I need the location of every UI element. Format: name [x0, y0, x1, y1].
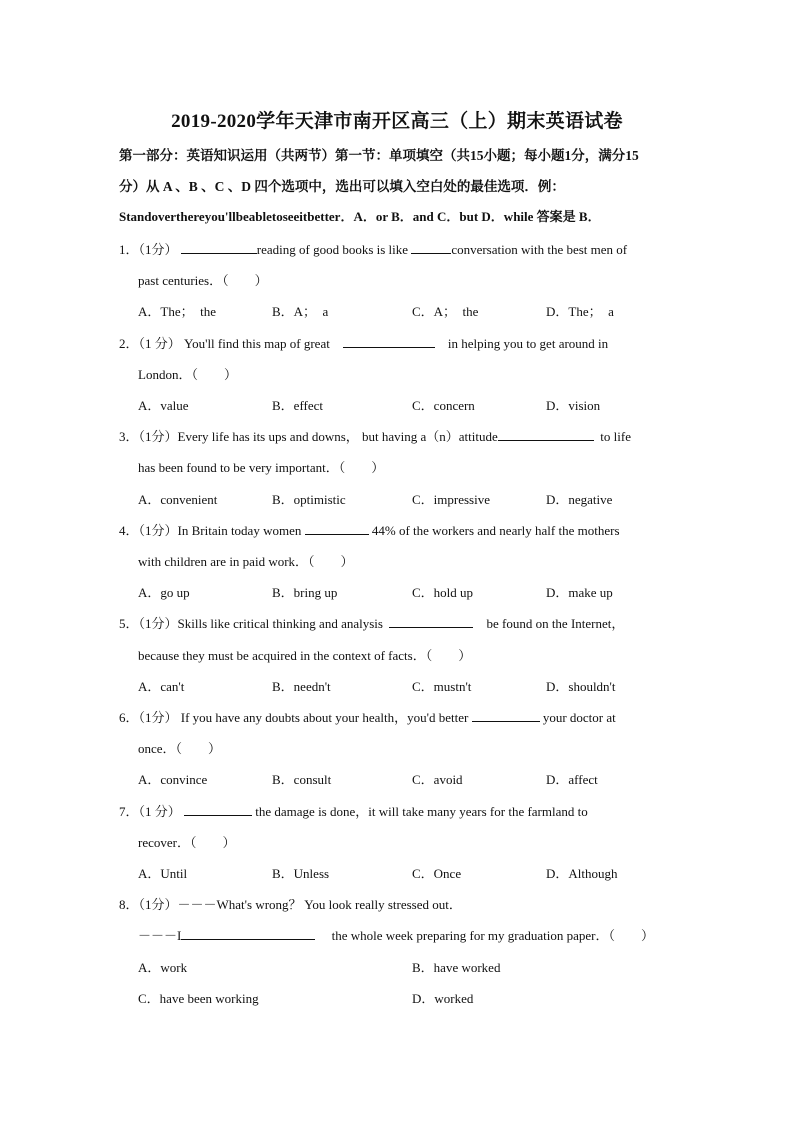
option-b[interactable]: B．Unless: [272, 866, 330, 881]
option-c[interactable]: C．hold up: [412, 585, 474, 600]
option-c[interactable]: C．A； the: [412, 304, 479, 319]
section-instructions-line-2: 分）从 A 、B 、C 、D 四个选项中，选出可以填入空白处的最佳选项．例：: [119, 179, 565, 194]
section-instructions-example: Standoverthereyou'llbeabletoseeitbetter．A．or B．and C．but D．while 答案是 B．: [119, 209, 601, 224]
answer-blank: [389, 615, 473, 628]
question-number: 3．（1分）: [119, 429, 178, 444]
question-2-continued: London．（ ）: [138, 367, 237, 382]
option-a[interactable]: A．The； the: [138, 304, 216, 319]
question-number: 4．（1分）: [119, 523, 178, 538]
question-text: －－－What's wrong？ You look really stressed out．: [177, 897, 462, 912]
dialogue-prefix: －－－I: [138, 928, 182, 943]
question-text: 44% of the workers and nearly half the mothers: [371, 523, 620, 538]
question-7-continued: recover．（ ）: [138, 835, 236, 850]
option-a[interactable]: A．can't: [138, 679, 185, 694]
question-text: You'll find this map of great: [184, 336, 330, 351]
answer-blank: [305, 522, 369, 535]
option-c[interactable]: C．Once: [412, 866, 462, 881]
question-text: If you have any doubts about your health，you'd better: [180, 710, 469, 725]
question-text: Skills like critical thinking and analysis: [177, 616, 383, 631]
option-d[interactable]: D．shouldn't: [546, 679, 616, 694]
question-text: the damage is done，it will take many years for the farmland to: [255, 804, 588, 819]
question-3: [119, 426, 631, 445]
option-a[interactable]: A．convince: [138, 772, 208, 787]
question-8: [119, 894, 462, 913]
question-number: 1．（1分）: [119, 242, 178, 257]
option-c[interactable]: C．avoid: [412, 772, 463, 787]
question-number: 8．（1分）: [119, 897, 178, 912]
answer-blank: [498, 428, 594, 441]
question-6-continued: once．（ ）: [138, 741, 222, 756]
page-title: 2019-2020学年天津市南开区高三（上）期末英语试卷: [171, 111, 623, 132]
option-b[interactable]: B．optimistic: [272, 492, 346, 507]
question-7: [119, 801, 588, 820]
option-b[interactable]: B．have worked: [412, 960, 501, 975]
option-b[interactable]: B．needn't: [272, 679, 331, 694]
option-c[interactable]: C．impressive: [412, 492, 490, 507]
answer-blank: [181, 927, 315, 940]
answer-blank: [184, 803, 252, 816]
option-b[interactable]: B．A； a: [272, 304, 329, 319]
question-2: [119, 333, 608, 352]
question-4: [119, 520, 620, 539]
question-5-continued: because they must be acquired in the context of facts．（ ）: [138, 648, 472, 663]
option-c[interactable]: C．concern: [412, 398, 475, 413]
question-1-continued: past centuries．（ ）: [138, 273, 268, 288]
answer-blank: [472, 709, 540, 722]
answer-blank: [343, 335, 435, 348]
question-text: be found on the Internet，: [486, 616, 625, 631]
question-text: your doctor at: [542, 710, 616, 725]
question-text: reading of good books is like: [256, 242, 409, 257]
option-b[interactable]: B．bring up: [272, 585, 338, 600]
option-d[interactable]: D．The； a: [546, 304, 614, 319]
question-number: 2．（1 分）: [119, 336, 181, 351]
option-d[interactable]: D．Although: [546, 866, 618, 881]
question-text: conversation with the best men of: [451, 242, 628, 257]
option-d[interactable]: D．negative: [546, 492, 613, 507]
option-a[interactable]: A．convenient: [138, 492, 218, 507]
section-instructions-line-1: 第一部分：英语知识运用（共两节）第一节：单项填空（共15小题；每小题1分，满分15: [119, 148, 639, 163]
question-number: 6．（1分）: [119, 710, 178, 725]
question-number: 5．（1分）: [119, 616, 178, 631]
option-d[interactable]: D．worked: [412, 991, 474, 1006]
question-text: in helping you to get around in: [447, 336, 609, 351]
question-text: Every life has its ups and downs， but having a（n）attitude: [177, 429, 498, 444]
answer-blank: [411, 241, 451, 254]
option-a[interactable]: A．Until: [138, 866, 188, 881]
question-number: 7．（1 分）: [119, 804, 181, 819]
option-a[interactable]: A．work: [138, 960, 188, 975]
option-d[interactable]: D．affect: [546, 772, 598, 787]
option-a[interactable]: A．go up: [138, 585, 190, 600]
option-c[interactable]: C．have been working: [138, 991, 259, 1006]
question-6: [119, 707, 616, 726]
option-d[interactable]: D．make up: [546, 585, 613, 600]
question-3-continued: has been found to be very important．（ ）: [138, 460, 385, 475]
option-b[interactable]: B．effect: [272, 398, 324, 413]
option-b[interactable]: B．consult: [272, 772, 332, 787]
option-d[interactable]: D．vision: [546, 398, 601, 413]
question-1: [119, 239, 627, 258]
question-4-continued: with children are in paid work．（ ）: [138, 554, 354, 569]
option-c[interactable]: C．mustn't: [412, 679, 472, 694]
option-a[interactable]: A．value: [138, 398, 189, 413]
question-text: the whole week preparing for my graduation paper．（ ）: [331, 928, 654, 943]
question-5: [119, 613, 624, 632]
question-text: In Britain today women: [177, 523, 302, 538]
answer-blank: [181, 241, 257, 254]
question-8-continued: [138, 925, 654, 944]
question-text: to life: [600, 429, 631, 444]
